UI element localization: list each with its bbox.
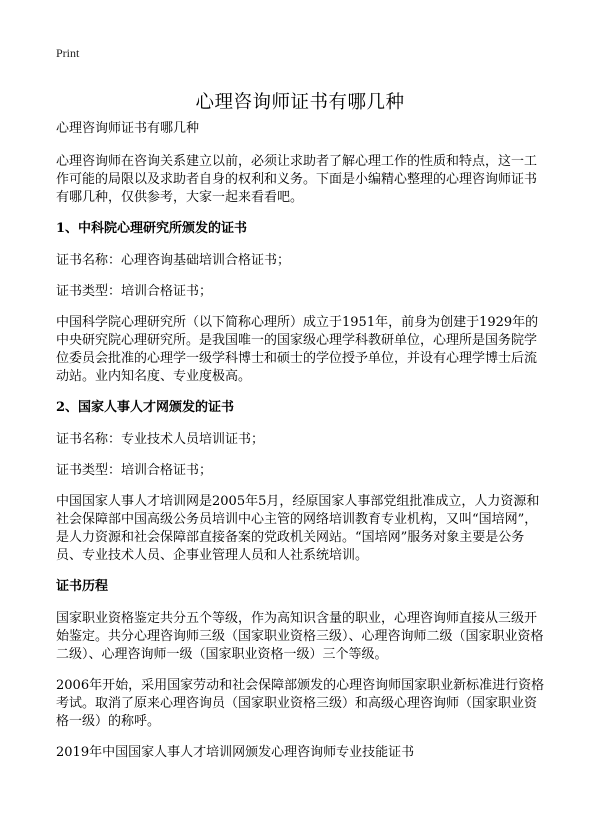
history-paragraph-2: 2006年开始，采用国家劳动和社会保障部颁发的心理咨询师国家职业新标准进行资格考试。取消了原来心理咨询员（国家职业资格三级）和高级心理咨询师（国家职业资格一级）的称呼。: [56, 678, 545, 729]
section1-cert-type: 证书类型：培训合格证书；: [56, 284, 213, 299]
section1-description: 中国科学院心理研究所（以下简称心理所）成立于1951年，前身为创建于1929年的中央研究院心理研究所。是我国唯一的国家级心理学科教研单位，心理所是国务院学位委员会批准的心理学一级学科博士和硕士的学位授予单位，并设有心理学博士后流动站。业内知名度、专业度极高。: [56, 315, 539, 384]
section2-cert-name: 证书名称：专业技术人员培训证书；: [56, 432, 265, 447]
print-link[interactable]: Print: [56, 46, 80, 60]
section2-cert-type: 证书类型：培训合格证书；: [56, 463, 213, 478]
intro-paragraph: 心理咨询师在咨询关系建立以前，必须让求助者了解心理工作的性质和特点，这一工作可能的局限以及求助者自身的权利和义务。下面是小编精心整理的心理咨询师证书有哪几种，仅供参考，大家一起来看看吧。: [56, 154, 538, 205]
history-heading: 证书历程: [56, 579, 109, 594]
history-paragraph-3: 2019年中国国家人事人才培训网颁发心理咨询师专业技能证书: [56, 745, 415, 760]
page-title: 心理咨询师证书有哪几种: [195, 92, 405, 114]
section1-heading: 1、中科院心理研究所颁发的证书: [56, 221, 248, 236]
history-paragraph-1: 国家职业资格鉴定共分五个等级，作为高知识含量的职业，心理咨询师直接从三级开始鉴定。共分心理咨询师三级（国家职业资格三级）、心理咨询师二级（国家职业资格二级）、心理咨询师一级（国家职业资格一级）三个等级。: [56, 611, 544, 662]
section2-heading: 2、国家人事人才网颁发的证书: [56, 400, 235, 415]
article-subtitle: 心理咨询师证书有哪几种: [56, 121, 200, 136]
section2-description: 中国国家人事人才培训网是2005年5月，经原国家人事部党组批准成立，人力资源和社会保障部中国高级公务员培训中心主管的网络培训教育专业机构，又叫“国培网”，是人力资源和社会保障部直接备案的党政机关网站。“国培网”服务对象主要是公务员、专业技术人员、企事业管理人员和人社系统培训。: [56, 494, 540, 563]
article-body: [56, 120, 546, 775]
section1-cert-name: 证书名称：心理咨询基础培训合格证书；: [56, 253, 291, 268]
